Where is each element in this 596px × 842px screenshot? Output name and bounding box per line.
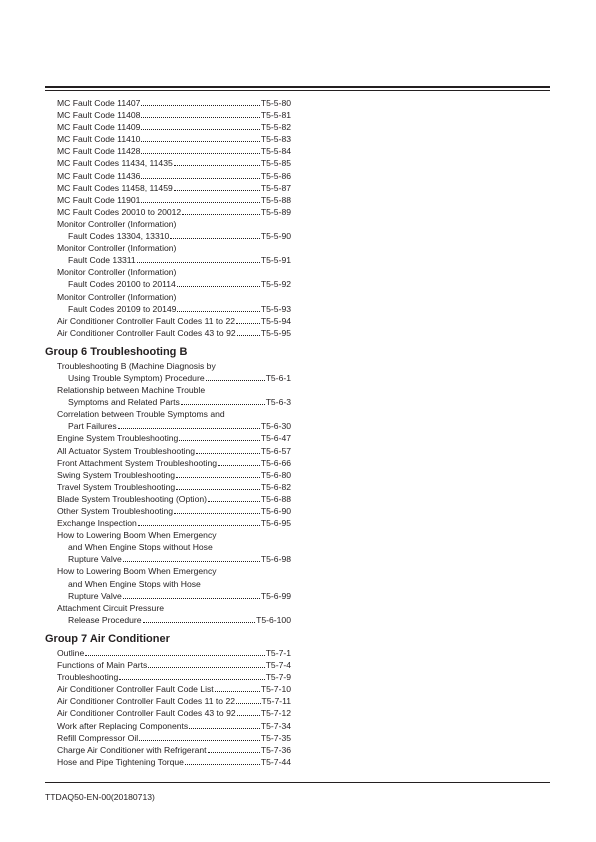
toc-entry-title: MC Fault Code 11436 [57,170,141,181]
toc-page-number: T5-5-85 [260,158,291,169]
dot-leader [118,420,260,429]
toc-page-number: T5-6-3 [265,397,291,408]
toc-entry[interactable] [45,133,291,145]
toc-entry[interactable] [45,481,291,493]
toc-entry-title: MC Fault Codes 11458, 11459 [57,182,173,193]
toc-entry[interactable] [45,671,291,683]
toc-entry[interactable] [45,493,291,505]
toc-entry-title: Monitor Controller (Information) [57,291,177,302]
toc-page-number: T5-5-84 [260,146,291,157]
dot-leader [174,157,260,166]
toc-entry-title: MC Fault Code 11410 [57,134,141,145]
toc-entry-title: Fault Codes 20100 to 20114 [68,279,176,290]
dot-leader [196,445,260,454]
toc-entry[interactable] [45,254,291,266]
toc-page-number: T5-7-4 [265,660,291,671]
toc-entry-title: Engine System Troubleshooting [57,433,179,444]
toc-entry[interactable] [45,145,291,157]
toc-page-number: T5-6-57 [260,445,291,456]
dot-leader [176,469,260,478]
toc-entry[interactable] [45,720,291,732]
toc-entry[interactable] [45,194,291,206]
toc-entry-title: MC Fault Code 11901 [57,194,141,205]
toc-entry-title: Monitor Controller (Information) [57,243,177,254]
toc-page-number: T5-6-88 [260,493,291,504]
toc-entry[interactable] [45,614,291,626]
toc-entry[interactable] [45,157,291,169]
toc-entry-title: MC Fault Code 11409 [57,122,141,133]
toc-entry-title: MC Fault Codes 11434, 11435 [57,158,173,169]
toc-entry[interactable] [45,327,291,339]
toc-page-number: T5-7-9 [265,672,291,683]
toc-entry[interactable] [45,396,291,408]
toc-entry[interactable] [45,242,291,254]
dot-leader [85,647,264,656]
toc-page-number: T5-5-95 [260,327,291,338]
dot-leader [141,133,259,142]
dot-leader [206,372,265,381]
toc-entry[interactable] [45,384,291,396]
group-title: Group 6 Troubleshooting B [45,345,188,358]
toc-entry-title: Fault Codes 13304, 13310 [68,231,170,242]
toc-entry-title: Blade System Troubleshooting (Option) [57,493,207,504]
toc-entry[interactable] [45,659,291,671]
toc-entry[interactable] [45,291,291,303]
toc-page-number: T5-7-35 [260,732,291,743]
dot-leader [218,457,260,466]
dot-leader [174,182,260,191]
dot-leader [181,396,265,405]
toc-entry-title: Rupture Valve [68,590,122,601]
toc-entry-title: Air Conditioner Controller Fault Codes 11 to 22 [57,315,236,326]
toc-page-number: T5-5-93 [260,303,291,314]
dot-leader [236,695,261,704]
toc-entry-title: Refill Compressor Oil [57,732,139,743]
toc-page-number: T5-7-1 [265,647,291,658]
toc-entry-title: Part Failures [68,421,117,432]
toc-entry-title: Air Conditioner Controller Fault Code List [57,684,214,695]
toc-entry-title: Relationship between Machine Trouble [57,385,206,396]
dot-leader [141,145,259,154]
toc-page-number: T5-6-1 [265,372,291,383]
dot-leader [170,230,260,239]
dot-leader [141,170,259,179]
dot-leader [143,614,256,623]
toc-entry-title: MC Fault Code 11407 [57,98,141,108]
dot-leader [189,720,260,729]
dot-leader [138,517,260,526]
toc-entry-title: Troubleshooting [57,672,119,683]
toc-entry-title: Air Conditioner Controller Fault Codes 43 to 92 [57,708,236,719]
toc-page-number: T5-6-80 [260,469,291,480]
toc-entry[interactable] [45,744,291,756]
toc-entry-title: MC Fault Code 11408 [57,110,141,121]
dot-leader [141,109,259,118]
toc-entry[interactable] [45,408,291,420]
toc-entry-title: Charge Air Conditioner with Refrigerant [57,744,207,755]
toc-entry-title: How to Lowering Boom When Emergency [57,530,217,541]
toc-page-number: T5-7-36 [260,744,291,755]
toc-entry[interactable] [45,432,291,444]
toc-entry[interactable] [45,457,291,469]
header-rule-thick [45,86,550,88]
header-rule-thin [45,90,550,91]
document-code: TTDAQ50-EN-00(20180713) [45,792,155,802]
toc-entry[interactable] [45,278,291,290]
dot-leader [139,732,260,741]
toc-entry-title: Release Procedure [68,614,142,625]
toc-page-number: T5-6-100 [256,614,291,625]
group-title: Group 7 Air Conditioner [45,632,170,645]
dot-leader [141,121,259,130]
toc-page-number: T5-6-90 [260,506,291,516]
toc-entry[interactable] [45,505,291,517]
toc-page-number: T5-5-94 [260,315,291,326]
toc-page-number: T5-5-88 [260,194,291,205]
toc-page-number: T5-7-10 [260,684,291,695]
toc-page-number: T5-7-11 [261,696,291,707]
toc-entry-title: Using Trouble Symptom) Procedure [68,372,205,383]
toc-entry-title: Correlation between Trouble Symptoms and [57,409,225,420]
toc-entry-title: Outline [57,647,85,658]
toc-entry-title: Monitor Controller (Information) [57,218,177,229]
toc-entry-title: Travel System Troubleshooting [57,481,176,492]
dot-leader [215,683,260,692]
toc-entry-title: Troubleshooting B (Machine Diagnosis by [57,360,216,371]
dot-leader [174,505,260,514]
toc-entry[interactable] [45,372,291,384]
dot-leader [208,493,260,502]
toc-entry-title: and When Engine Stops without Hose [68,542,213,553]
toc-entry-title: Monitor Controller (Information) [57,267,177,278]
toc-entry-title: MC Fault Codes 20010 to 20012 [57,206,182,217]
toc-entry[interactable] [45,230,291,242]
dot-leader [176,481,260,490]
dot-leader [148,659,264,668]
dot-leader [141,97,259,106]
toc-page-number: T5-5-83 [260,134,291,145]
toc-entry[interactable] [45,578,291,590]
toc-entry[interactable] [45,565,291,577]
toc-entry-title: Front Attachment System Troubleshooting [57,457,218,468]
toc-page-number: T5-5-87 [260,182,291,193]
footer-rule [45,782,550,783]
toc-page-number: T5-6-95 [260,518,291,529]
toc-page-number: T5-6-47 [260,433,291,444]
toc-entry[interactable] [45,303,291,315]
toc-entry[interactable] [45,707,291,719]
toc-entry-title: Exchange Inspection [57,518,137,529]
dot-leader [137,254,260,263]
toc-entry[interactable] [45,469,291,481]
toc-page-number: T5-5-91 [260,255,291,266]
toc-page-number: T5-5-89 [260,206,291,217]
toc-page-number: T5-5-86 [260,170,291,181]
dot-leader [208,744,260,753]
toc-entry[interactable] [45,218,291,230]
toc-page-number: T5-5-80 [260,98,291,108]
toc-entry-title: MC Fault Code 11428 [57,146,141,157]
toc-entry[interactable] [45,97,291,109]
toc-entry-title: Work after Replacing Components [57,720,189,731]
toc-entry[interactable] [45,732,291,744]
toc-entry-title: Air Conditioner Controller Fault Codes 43 to 92 [57,327,236,338]
dot-leader [237,707,260,716]
toc-page-number: T5-5-81 [260,110,291,121]
toc-entry[interactable] [45,529,291,541]
dot-leader [119,671,264,680]
toc-page-number: T5-7-44 [260,756,291,767]
dot-leader [123,590,260,599]
toc-entry[interactable] [45,315,291,327]
toc-entry[interactable] [45,445,291,457]
toc-entry-title: Functions of Main Parts [57,660,148,671]
toc-entry[interactable] [45,590,291,602]
table-of-contents [45,97,305,768]
dot-leader [236,315,260,324]
toc-entry[interactable] [45,695,291,707]
dot-leader [123,553,260,562]
toc-page-number: T5-6-82 [260,481,291,492]
toc-entry[interactable] [45,170,291,182]
toc-entry-title: Other System Troubleshooting [57,506,174,516]
toc-page-number: T5-6-99 [260,590,291,601]
toc-entry[interactable] [45,517,291,529]
toc-entry-title: Fault Code 13311 [68,255,136,266]
toc-page-number: T5-6-66 [260,457,291,468]
toc-entry-title: Attachment Circuit Pressure [57,602,164,613]
dot-leader [182,206,260,215]
dot-leader [177,303,259,312]
toc-entry[interactable] [45,541,291,553]
dot-leader [185,756,260,765]
toc-page-number: T5-7-12 [260,708,291,719]
toc-page-number: T5-5-82 [260,122,291,133]
toc-page-number: T5-6-98 [260,554,291,565]
toc-entry-title: Swing System Troubleshooting [57,469,175,480]
toc-entry-title: Air Conditioner Controller Fault Codes 11 to 22 [57,696,236,707]
dot-leader [141,194,259,203]
toc-entry[interactable] [45,266,291,278]
toc-entry[interactable] [45,121,291,133]
dot-leader [177,278,260,287]
toc-entry[interactable] [45,182,291,194]
toc-entry[interactable] [45,683,291,695]
toc-entry[interactable] [45,109,291,121]
toc-entry[interactable] [45,420,291,432]
toc-page-number: T5-6-30 [260,421,291,432]
toc-entry-title: and When Engine Stops with Hose [68,578,201,589]
toc-entry[interactable] [45,553,291,565]
toc-entry-title: Fault Codes 20109 to 20149 [68,303,177,314]
toc-entry[interactable] [45,602,291,614]
toc-entry-title: Hose and Pipe Tightening Torque [57,756,184,767]
toc-entry-title: All Actuator System Troubleshooting [57,445,196,456]
toc-entry[interactable] [45,647,291,659]
toc-page-number: T5-7-34 [260,720,291,731]
toc-page-number: T5-5-92 [260,279,291,290]
toc-entry[interactable] [45,206,291,218]
toc-entry[interactable] [45,756,291,768]
toc-entry-title: How to Lowering Boom When Emergency [57,566,217,577]
dot-leader [237,327,260,336]
toc-page-number: T5-5-90 [260,231,291,242]
toc-entry[interactable] [45,360,291,372]
dot-leader [179,432,260,441]
toc-entry-title: Rupture Valve [68,554,122,565]
toc-entry-title: Symptoms and Related Parts [68,397,180,408]
